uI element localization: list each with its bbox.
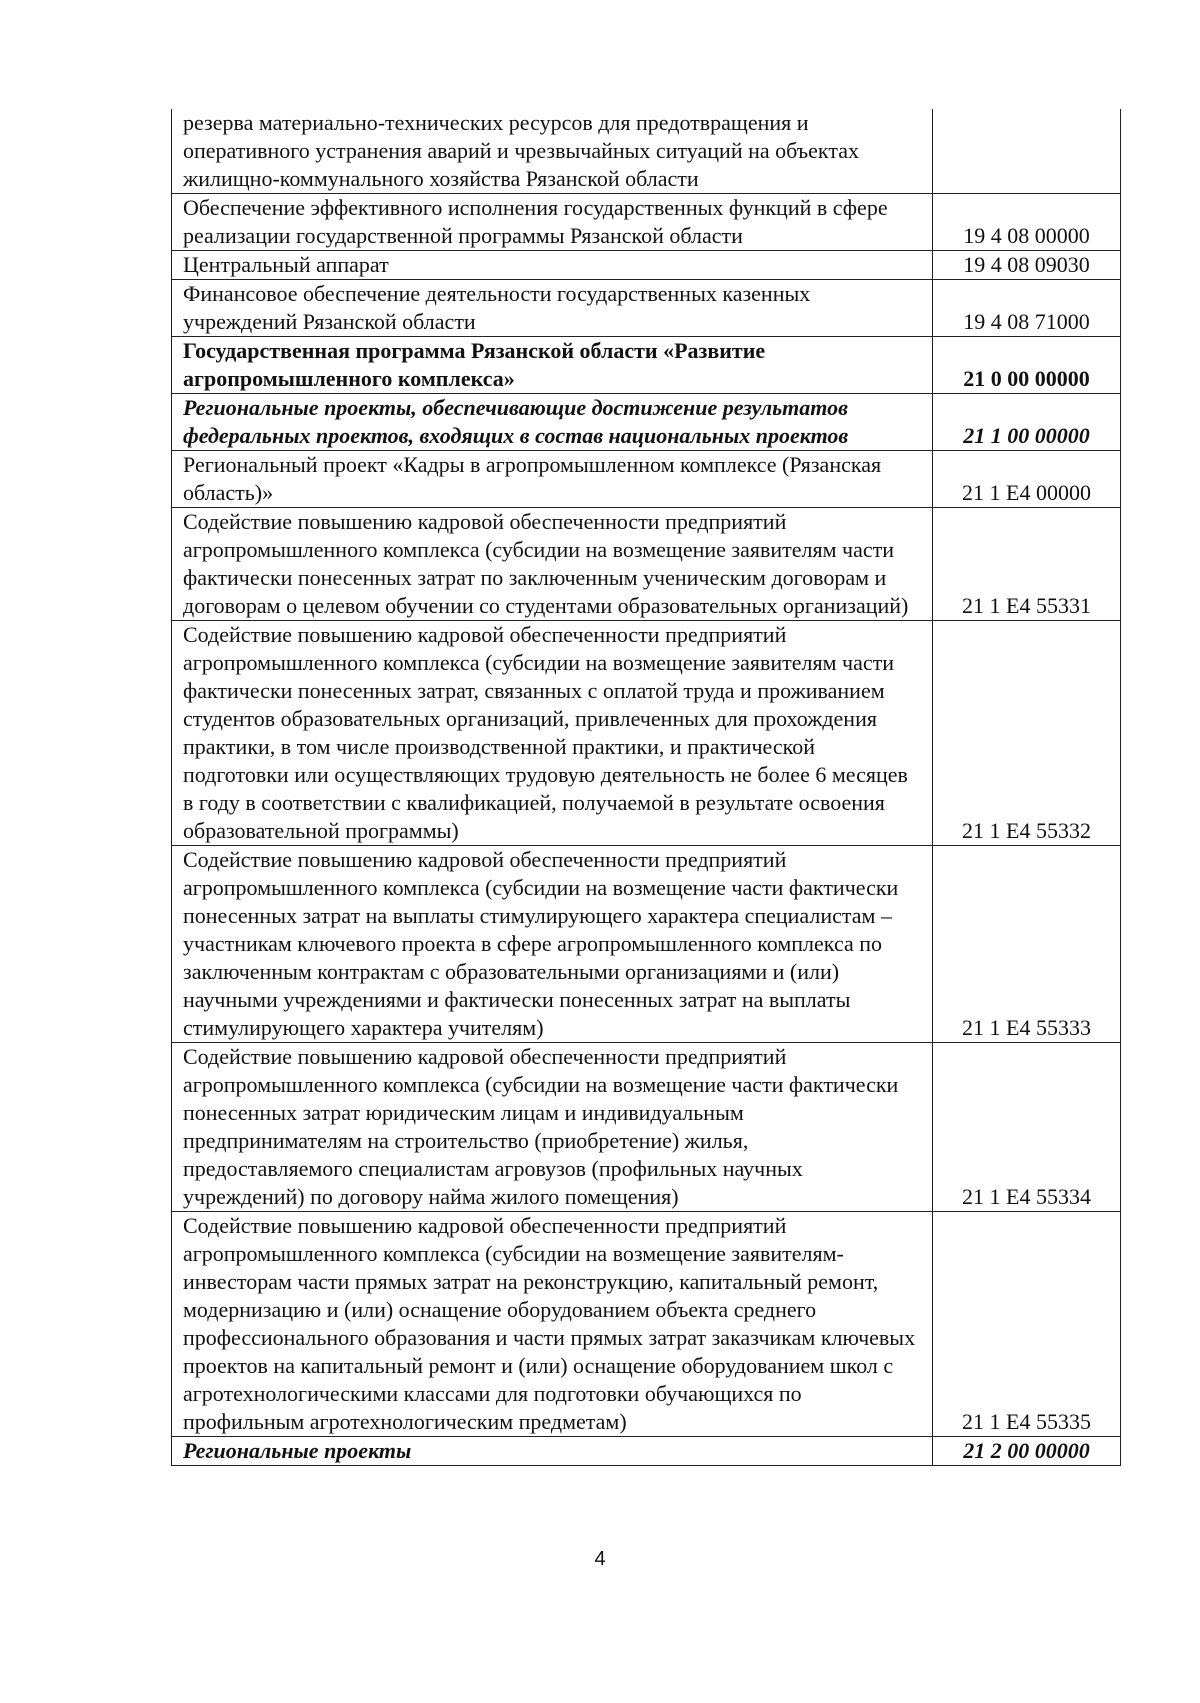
table-row-program [172, 337, 1121, 394]
page-number: 4 [594, 1548, 606, 1570]
row-name-cell: Содействие повышению кадровой обеспеченности предприятий агропромышленного комплекса (субсидии на возмещение части фактически понесенных затрат юридическим лицам и индивидуальным предпринимателям на строительство (приобретение) жилья, предоставляемого специалистам агровузов (профильных научных учреждений) по договору найма жилого помещения) [172, 1043, 933, 1212]
table-row [172, 194, 1121, 251]
table-row [172, 508, 1121, 621]
row-code-cell: 21 1 E4 55334 [933, 1043, 1121, 1212]
table-row [172, 1043, 1121, 1212]
table-row-section [172, 394, 1121, 451]
row-name-cell: Обеспечение эффективного исполнения государственных функций в сфере реализации государственной программы Рязанской области [172, 194, 933, 251]
table-row [172, 846, 1121, 1043]
table-row [172, 280, 1121, 337]
table-row-section [172, 1437, 1121, 1466]
table-row [172, 451, 1121, 508]
row-name-cell: Содействие повышению кадровой обеспеченности предприятий агропромышленного комплекса (субсидии на возмещение части фактически понесенных затрат на выплаты стимулирующего характера специалистам – участникам ключевого проекта в сфере агропромышленного комплекса по заключенным контрактам с образовательными организациями и (или) научными учреждениями и фактически понесенных затрат на выплаты стимулирующего характера учителям) [172, 846, 933, 1043]
table-row [172, 109, 1121, 194]
row-name-cell: резерва материально-технических ресурсов для предотвращения и оперативного устранения аварий и чрезвычайных ситуаций на объектах жилищно-коммунального хозяйства Рязанской области [172, 109, 933, 194]
row-code-cell: 21 1 E4 55331 [933, 508, 1121, 621]
row-name-cell: Центральный аппарат [172, 251, 933, 280]
row-name-cell: Финансовое обеспечение деятельности государственных казенных учреждений Рязанской области [172, 280, 933, 337]
row-code-cell: 21 0 00 00000 [933, 337, 1121, 394]
row-code-cell: 21 1 E4 00000 [933, 451, 1121, 508]
row-name-cell: Региональный проект «Кадры в агропромышленном комплексе (Рязанская область)» [172, 451, 933, 508]
row-code-cell: 21 1 00 00000 [933, 394, 1121, 451]
table-row [172, 1212, 1121, 1437]
row-code-cell: 21 1 E4 55332 [933, 621, 1121, 846]
row-code-cell: 19 4 08 09030 [933, 251, 1121, 280]
table-row [172, 621, 1121, 846]
row-code-cell: 19 4 08 71000 [933, 280, 1121, 337]
row-name-cell: Содействие повышению кадровой обеспеченности предприятий агропромышленного комплекса (субсидии на возмещение заявителям-инвесторам части прямых затрат на реконструкцию, капитальный ремонт, модернизацию и (или) оснащение оборудованием объекта среднего профессионального образования и части прямых затрат заказчикам ключевых проектов на капитальный ремонт и (или) оснащение оборудованием школ с агротехнологическими классами для подготовки обучающихся по профильным агротехнологическим предметам) [172, 1212, 933, 1437]
row-code-cell: 21 1 E4 55333 [933, 846, 1121, 1043]
row-name-cell: Государственная программа Рязанской области «Развитие агропромышленного комплекса» [172, 337, 933, 394]
row-code-cell [933, 109, 1121, 194]
table-row [172, 251, 1121, 280]
row-name-cell: Региональные проекты [172, 1437, 933, 1466]
row-code-cell: 19 4 08 00000 [933, 194, 1121, 251]
row-name-cell: Содействие повышению кадровой обеспеченности предприятий агропромышленного комплекса (субсидии на возмещение заявителям части фактически понесенных затрат, связанных с оплатой труда и проживанием студентов образовательных организаций, привлеченных для прохождения практики, в том числе производственной практики, и практической подготовки или осуществляющих трудовую деятельность не более 6 месяцев в году в соответствии с квалификацией, получаемой в результате освоения образовательной программы) [172, 621, 933, 846]
budget-classification-table [171, 109, 1121, 1466]
row-name-cell: Региональные проекты, обеспечивающие достижение результатов федеральных проектов, входящих в состав национальных проектов [172, 394, 933, 451]
row-code-cell: 21 1 E4 55335 [933, 1212, 1121, 1437]
row-code-cell: 21 2 00 00000 [933, 1437, 1121, 1466]
row-name-cell: Содействие повышению кадровой обеспеченности предприятий агропромышленного комплекса (субсидии на возмещение заявителям части фактически понесенных затрат по заключенным ученическим договорам и договорам о целевом обучении со студентами образовательных организаций) [172, 508, 933, 621]
